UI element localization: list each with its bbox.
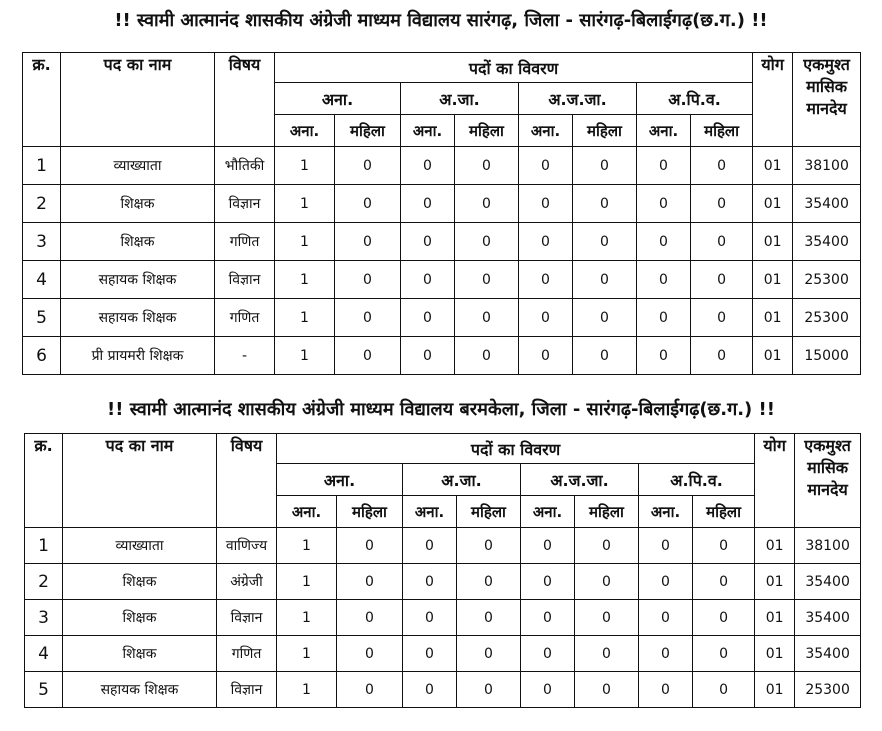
cell-general-ana: 1 — [275, 223, 335, 261]
cell-total: 01 — [755, 672, 795, 708]
header-sub-women: महिला — [573, 115, 637, 147]
cell-general-women: 0 — [337, 636, 403, 672]
cell-obc-ana: 0 — [639, 600, 693, 636]
cell-obc-ana: 0 — [637, 261, 691, 299]
cell-st-ana: 0 — [521, 672, 575, 708]
header-sub-women: महिला — [575, 496, 639, 528]
cell-st-women: 0 — [573, 299, 637, 337]
cell-obc-women: 0 — [691, 223, 753, 261]
table-row — [23, 261, 861, 299]
cell-general-ana: 1 — [277, 672, 337, 708]
header-category-obc: अ.पि.व. — [637, 83, 753, 115]
cell-total: 01 — [753, 337, 793, 375]
cell-st-women: 0 — [573, 147, 637, 185]
cell-salary: 25300 — [793, 299, 861, 337]
cell-total: 01 — [755, 528, 795, 564]
cell-sc-women: 0 — [455, 299, 519, 337]
header-sub-general: अना. — [637, 115, 691, 147]
cell-total: 01 — [753, 147, 793, 185]
cell-st-ana: 0 — [519, 185, 573, 223]
header-category-obc: अ.पि.व. — [639, 464, 755, 496]
cell-salary: 25300 — [795, 672, 861, 708]
cell-post-name: शिक्षक — [63, 636, 217, 672]
cell-salary: 35400 — [793, 185, 861, 223]
table-row — [23, 223, 861, 261]
cell-obc-ana: 0 — [639, 564, 693, 600]
header-sub-women: महिला — [455, 115, 519, 147]
cell-sr: 6 — [23, 337, 61, 375]
cell-obc-ana: 0 — [637, 223, 691, 261]
header-sub-general: अना. — [277, 496, 337, 528]
header-category-general: अना. — [277, 464, 403, 496]
cell-st-ana: 0 — [519, 261, 573, 299]
header-sub-women: महिला — [691, 115, 753, 147]
cell-general-women: 0 — [335, 147, 401, 185]
cell-total: 01 — [753, 223, 793, 261]
cell-sc-women: 0 — [457, 636, 521, 672]
table-row — [25, 600, 861, 636]
cell-general-women: 0 — [337, 672, 403, 708]
table-row — [23, 185, 861, 223]
cell-subject: - — [215, 337, 275, 375]
cell-salary: 25300 — [793, 261, 861, 299]
cell-salary: 35400 — [795, 600, 861, 636]
header-post-name: पद का नाम — [61, 53, 215, 147]
cell-sc-ana: 0 — [401, 337, 455, 375]
cell-sc-ana: 0 — [401, 299, 455, 337]
cell-sc-women: 0 — [455, 337, 519, 375]
cell-post-name: शिक्षक — [63, 600, 217, 636]
cell-general-women: 0 — [337, 528, 403, 564]
cell-total: 01 — [755, 636, 795, 672]
table-row — [23, 299, 861, 337]
salary-line-3: मानदेय — [806, 99, 847, 118]
cell-subject: विज्ञान — [217, 672, 277, 708]
header-sub-general: अना. — [521, 496, 575, 528]
cell-post-name: व्याख्याता — [63, 528, 217, 564]
cell-obc-women: 0 — [691, 337, 753, 375]
cell-general-women: 0 — [335, 223, 401, 261]
table-body-sarangarh — [23, 147, 861, 375]
header-sub-general: अना. — [275, 115, 335, 147]
header-sub-women: महिला — [457, 496, 521, 528]
cell-post-name: प्री प्रायमरी शिक्षक — [61, 337, 215, 375]
header-total: योग — [753, 53, 793, 147]
cell-subject: गणित — [215, 223, 275, 261]
table-row — [25, 564, 861, 600]
header-category-st: अ.ज.जा. — [521, 464, 639, 496]
cell-sr: 5 — [23, 299, 61, 337]
cell-sc-ana: 0 — [403, 600, 457, 636]
salary-line-1: एकमुश्त — [804, 436, 851, 455]
header-salary — [795, 434, 861, 528]
document-title-baramkela: !! स्वामी आत्मानंद शासकीय अंग्रेजी माध्यम विद्यालय बरमकेला, जिला - सारंगढ़-बिलाईगढ़(छ.ग.) !! — [107, 399, 775, 420]
cell-salary: 38100 — [795, 528, 861, 564]
cell-obc-women: 0 — [691, 299, 753, 337]
cell-st-women: 0 — [573, 337, 637, 375]
cell-st-women: 0 — [573, 223, 637, 261]
cell-subject: अंग्रेजी — [217, 564, 277, 600]
table-row — [23, 147, 861, 185]
salary-line-2: मासिक — [807, 458, 849, 477]
cell-sr: 5 — [25, 672, 63, 708]
header-sub-women: महिला — [335, 115, 401, 147]
header-sub-general: अना. — [403, 496, 457, 528]
header-sr: क्र. — [23, 53, 61, 147]
table-body-baramkela — [25, 528, 861, 708]
cell-salary: 15000 — [793, 337, 861, 375]
cell-salary: 35400 — [795, 564, 861, 600]
header-subject: विषय — [217, 434, 277, 528]
cell-obc-ana: 0 — [637, 299, 691, 337]
header-sub-women: महिला — [337, 496, 403, 528]
cell-general-women: 0 — [337, 564, 403, 600]
cell-sc-women: 0 — [457, 672, 521, 708]
cell-st-women: 0 — [575, 672, 639, 708]
cell-general-ana: 1 — [275, 147, 335, 185]
cell-general-women: 0 — [335, 337, 401, 375]
cell-salary: 35400 — [793, 223, 861, 261]
salary-line-3: मानदेय — [807, 480, 848, 499]
salary-line-1: एकमुश्त — [803, 55, 850, 74]
cell-sc-ana: 0 — [403, 564, 457, 600]
table-row — [25, 636, 861, 672]
cell-post-name: सहायक शिक्षक — [61, 299, 215, 337]
cell-general-women: 0 — [335, 261, 401, 299]
cell-sc-ana: 0 — [403, 636, 457, 672]
cell-general-women: 0 — [337, 600, 403, 636]
salary-line-2: मासिक — [806, 77, 848, 96]
cell-general-ana: 1 — [275, 261, 335, 299]
cell-total: 01 — [755, 564, 795, 600]
header-sub-general: अना. — [519, 115, 573, 147]
cell-general-ana: 1 — [277, 600, 337, 636]
cell-sc-ana: 0 — [401, 185, 455, 223]
header-sub-general: अना. — [639, 496, 693, 528]
cell-sc-women: 0 — [455, 261, 519, 299]
cell-st-ana: 0 — [521, 600, 575, 636]
cell-st-ana: 0 — [521, 564, 575, 600]
cell-sc-ana: 0 — [403, 672, 457, 708]
cell-sr: 4 — [23, 261, 61, 299]
cell-obc-ana: 0 — [637, 185, 691, 223]
table-row — [25, 672, 861, 708]
cell-obc-women: 0 — [691, 185, 753, 223]
cell-st-women: 0 — [573, 185, 637, 223]
cell-subject: विज्ञान — [215, 185, 275, 223]
cell-sr: 3 — [25, 600, 63, 636]
cell-sr: 1 — [25, 528, 63, 564]
cell-subject: भौतिकी — [215, 147, 275, 185]
cell-sc-women: 0 — [457, 600, 521, 636]
cell-general-ana: 1 — [275, 337, 335, 375]
cell-total: 01 — [753, 299, 793, 337]
cell-sc-ana: 0 — [401, 261, 455, 299]
cell-post-name: शिक्षक — [61, 185, 215, 223]
cell-st-women: 0 — [573, 261, 637, 299]
header-salary — [793, 53, 861, 147]
cell-sr: 2 — [23, 185, 61, 223]
table-row — [25, 528, 861, 564]
cell-st-ana: 0 — [521, 636, 575, 672]
cell-sr: 2 — [25, 564, 63, 600]
cell-post-name: शिक्षक — [63, 564, 217, 600]
header-sub-general: अना. — [401, 115, 455, 147]
cell-post-name: सहायक शिक्षक — [61, 261, 215, 299]
cell-general-women: 0 — [335, 299, 401, 337]
cell-total: 01 — [753, 185, 793, 223]
header-category-sc: अ.जा. — [403, 464, 521, 496]
cell-general-ana: 1 — [275, 299, 335, 337]
cell-obc-women: 0 — [693, 600, 755, 636]
cell-st-women: 0 — [575, 564, 639, 600]
cell-obc-women: 0 — [691, 261, 753, 299]
cell-obc-women: 0 — [691, 147, 753, 185]
cell-obc-ana: 0 — [639, 528, 693, 564]
cell-post-name: व्याख्याता — [61, 147, 215, 185]
cell-post-name: सहायक शिक्षक — [63, 672, 217, 708]
cell-general-ana: 1 — [275, 185, 335, 223]
cell-total: 01 — [755, 600, 795, 636]
header-subject: विषय — [215, 53, 275, 147]
header-category-st: अ.ज.जा. — [519, 83, 637, 115]
cell-sc-women: 0 — [455, 185, 519, 223]
cell-obc-ana: 0 — [637, 337, 691, 375]
cell-salary: 38100 — [793, 147, 861, 185]
cell-total: 01 — [753, 261, 793, 299]
cell-st-ana: 0 — [519, 147, 573, 185]
cell-st-ana: 0 — [521, 528, 575, 564]
cell-obc-ana: 0 — [639, 636, 693, 672]
cell-subject: गणित — [217, 636, 277, 672]
cell-post-name: शिक्षक — [61, 223, 215, 261]
cell-sc-women: 0 — [455, 147, 519, 185]
cell-subject: विज्ञान — [215, 261, 275, 299]
cell-obc-women: 0 — [693, 672, 755, 708]
header-post-details: पदों का विवरण — [277, 434, 755, 464]
cell-salary: 35400 — [795, 636, 861, 672]
cell-sc-ana: 0 — [401, 223, 455, 261]
cell-st-women: 0 — [575, 600, 639, 636]
cell-st-women: 0 — [575, 636, 639, 672]
cell-st-women: 0 — [575, 528, 639, 564]
posts-table-sarangarh — [22, 52, 861, 375]
header-post-name: पद का नाम — [63, 434, 217, 528]
cell-general-ana: 1 — [277, 528, 337, 564]
posts-table-baramkela — [24, 433, 861, 708]
header-sr: क्र. — [25, 434, 63, 528]
cell-obc-women: 0 — [693, 636, 755, 672]
cell-sc-women: 0 — [457, 564, 521, 600]
cell-st-ana: 0 — [519, 223, 573, 261]
cell-sr: 3 — [23, 223, 61, 261]
cell-st-ana: 0 — [519, 299, 573, 337]
table-row — [23, 337, 861, 375]
header-total: योग — [755, 434, 795, 528]
document-title-sarangarh: !! स्वामी आत्मानंद शासकीय अंग्रेजी माध्यम विद्यालय सारंगढ़, जिला - सारंगढ़-बिलाईगढ़(छ.ग.) !! — [114, 10, 768, 31]
cell-st-ana: 0 — [519, 337, 573, 375]
cell-sc-women: 0 — [455, 223, 519, 261]
header-category-general: अना. — [275, 83, 401, 115]
cell-general-women: 0 — [335, 185, 401, 223]
cell-obc-ana: 0 — [639, 672, 693, 708]
header-category-sc: अ.जा. — [401, 83, 519, 115]
header-post-details: पदों का विवरण — [275, 53, 753, 83]
cell-sr: 1 — [23, 147, 61, 185]
header-sub-women: महिला — [693, 496, 755, 528]
cell-subject: विज्ञान — [217, 600, 277, 636]
cell-general-ana: 1 — [277, 564, 337, 600]
cell-subject: गणित — [215, 299, 275, 337]
cell-general-ana: 1 — [277, 636, 337, 672]
cell-obc-women: 0 — [693, 528, 755, 564]
cell-sr: 4 — [25, 636, 63, 672]
cell-sc-women: 0 — [457, 528, 521, 564]
cell-sc-ana: 0 — [401, 147, 455, 185]
cell-sc-ana: 0 — [403, 528, 457, 564]
cell-subject: वाणिज्य — [217, 528, 277, 564]
cell-obc-ana: 0 — [637, 147, 691, 185]
cell-obc-women: 0 — [693, 564, 755, 600]
